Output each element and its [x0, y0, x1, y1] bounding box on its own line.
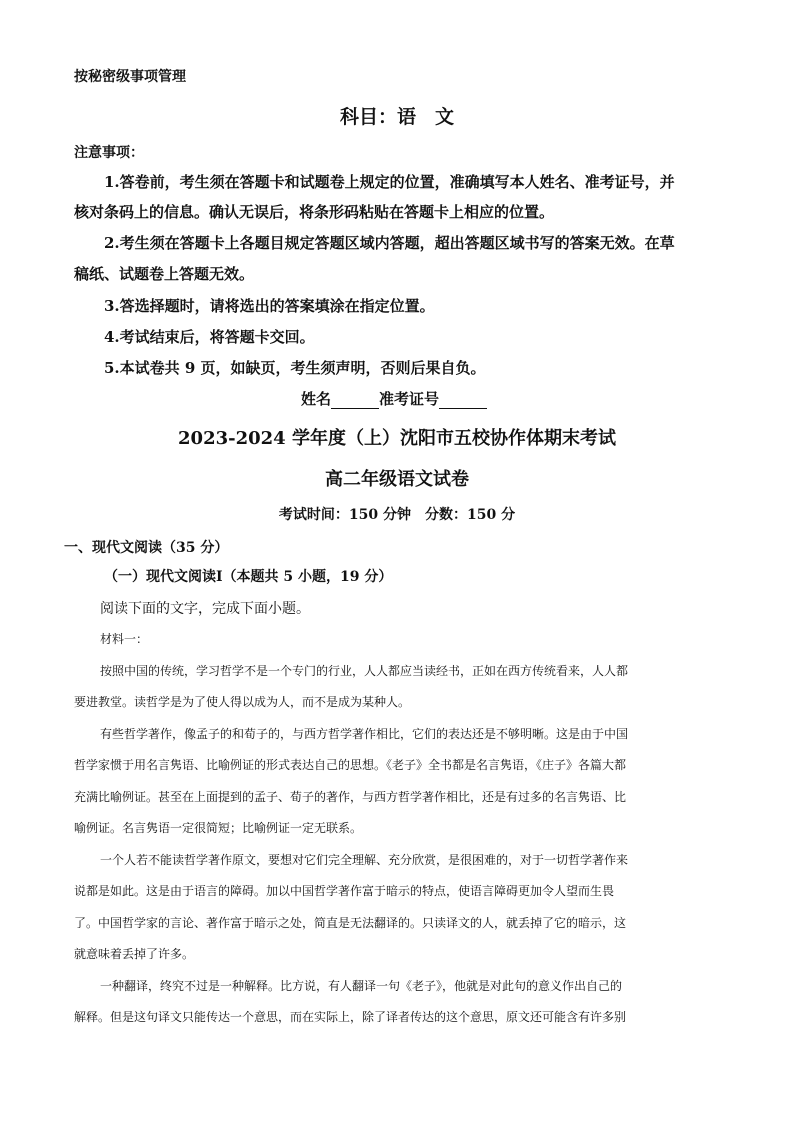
id-blank[interactable]: [439, 394, 487, 409]
name-label: 姓名: [301, 390, 332, 408]
passage-line: 要进教堂。读哲学是为了使人得以成为人，而不是成为某种人。: [74, 695, 411, 709]
passage-line: 按照中国的传统，学习哲学不是一个专门的行业，人人都应当读经书，正如在西方传统看来，人人都: [100, 664, 629, 678]
subsection-heading: （一）现代文阅读Ⅰ（本题共 5 小题，19 分）: [104, 569, 393, 585]
confidential-label: 按秘密级事项管理: [74, 69, 186, 85]
notice-title: 注意事项：: [74, 145, 144, 161]
instruction-text: 阅读下面的文字，完成下面小题。: [100, 601, 310, 617]
passage-line: 就意味着丢掉了许多。: [74, 947, 195, 961]
material-label: 材料一：: [100, 632, 149, 646]
passage-line: 喻例证。名言隽语一定很简短；比喻例证一定无联系。: [74, 821, 363, 835]
exam-info: 考试时间：150 分钟 分数：150 分: [278, 507, 516, 523]
subject-title: 科目：语 文: [339, 106, 454, 128]
section-heading: 一、现代文阅读（35 分）: [64, 540, 229, 556]
name-blank[interactable]: [331, 394, 379, 409]
notice-item: 5.本试卷共 9 页，如缺页，考生须声明，否则后果自负。: [104, 359, 486, 377]
notice-item: 1.答卷前，考生须在答题卡和试题卷上规定的位置，准确填写本人姓名、准考证号，并: [104, 173, 675, 191]
notice-item: 4.考试结束后，将答题卡交回。: [104, 328, 315, 346]
passage-line: 一个人若不能读哲学著作原文，要想对它们完全理解、充分欣赏，是很困难的，对于一切哲学著作来: [100, 853, 629, 867]
notice-item: 2.考生须在答题卡上各题目规定答题区域内答题，超出答题区域书写的答案无效。在草: [104, 234, 675, 252]
notice-item: 核对条码上的信息。确认无误后，将条形码粘贴在答题卡上相应的位置。: [74, 203, 555, 221]
exam-title: 2023-2024 学年度（上）沈阳市五校协作体期末考试: [178, 428, 616, 449]
passage-line: 解释。但是这句译文只能传达一个意思，而在实际上，除了译者传达的这个意思，原文还可能含有许多别: [74, 1010, 627, 1024]
passage-line: 有些哲学著作，像孟子的和荀子的，与西方哲学著作相比，它们的表达还是不够明晰。这是由于中国: [100, 727, 629, 741]
passage-line: 了。中国哲学家的言论、著作富于暗示之处，简直是无法翻译的。只读译文的人，就丢掉了它的暗示，这: [74, 916, 627, 930]
passage-line: 哲学家惯于用名言隽语、比喻例证的形式表达自己的思想。《老子》全书都是名言隽语，《庄子》各篇大都: [74, 758, 627, 772]
exam-subtitle: 高二年级语文试卷: [325, 469, 469, 490]
passage-line: 一种翻译，终究不过是一种解释。比方说，有人翻译一句《老子》，他就是对此句的意义作出自己的: [100, 979, 623, 993]
id-label: 准考证号: [379, 390, 440, 408]
candidate-fields: [301, 388, 487, 409]
passage-line: 充满比喻例证。甚至在上面提到的孟子、荀子的著作，与西方哲学著作相比，还是有过多的名言隽语、比: [74, 790, 627, 804]
notice-item: 3.答选择题时，请将选出的答案填涂在指定位置。: [104, 297, 435, 315]
passage-line: 说都是如此。这是由于语言的障碍。加以中国哲学著作富于暗示的特点，使语言障碍更加令人望而生畏: [74, 884, 615, 898]
notice-item: 稿纸、试题卷上答题无效。: [74, 265, 255, 283]
